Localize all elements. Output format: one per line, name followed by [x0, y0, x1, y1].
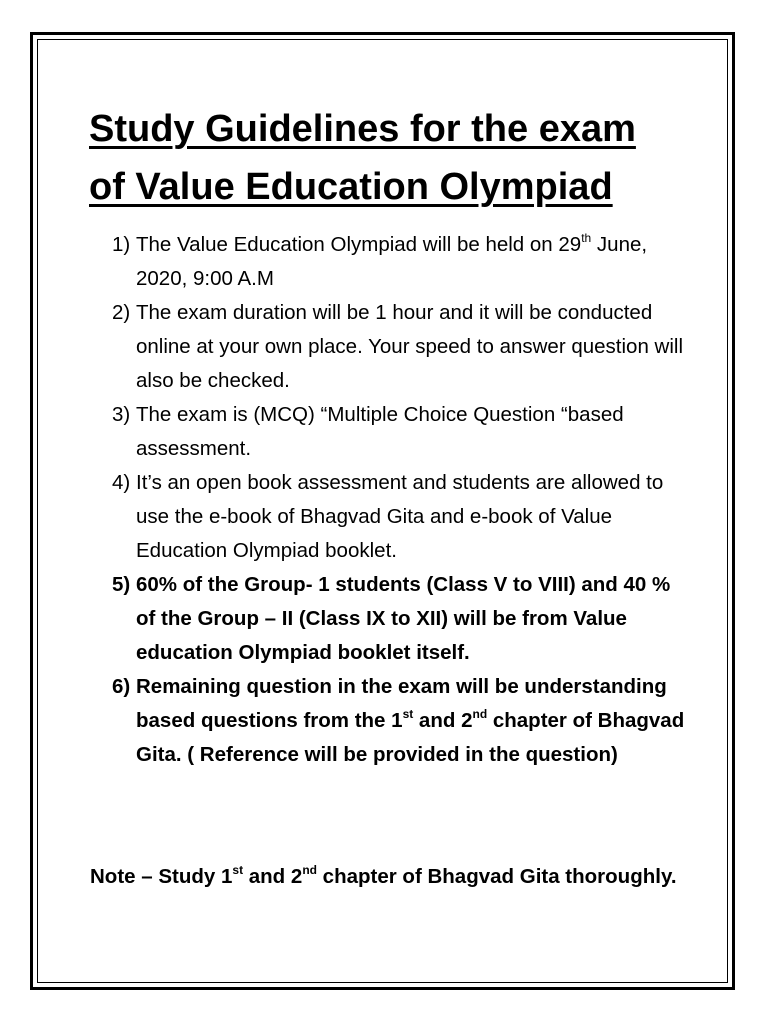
guidelines-list — [112, 228, 692, 772]
item-number: 2) — [112, 301, 131, 324]
title-line-2: of Value Education Olympiad — [89, 166, 613, 208]
study-note: Note – Study 1st and 2nd chapter of Bhagvad Gita thoroughly. — [90, 863, 677, 888]
item-text: Remaining question in the exam will be understanding based questions from the 1st and 2nd chapter of Bhagvad Gita. ( Reference will be provided in the question) — [136, 675, 685, 766]
item-number: 6) — [112, 675, 131, 698]
guideline-item-3 — [112, 398, 692, 466]
guideline-item-4 — [112, 466, 692, 568]
guideline-item-6 — [112, 670, 692, 772]
guideline-item-2 — [112, 296, 692, 398]
item-text: The exam duration will be 1 hour and it will be conducted online at your own place. Your speed to answer question will also be checked. — [136, 301, 684, 392]
item-number: 1) — [112, 233, 131, 256]
item-number: 3) — [112, 403, 131, 426]
item-number: 5) — [112, 573, 131, 596]
document-title — [89, 100, 689, 216]
item-text: It’s an open book assessment and students are allowed to use the e-book of Bhagvad Gita and e-book of Value Education Olympiad booklet. — [136, 471, 664, 562]
item-text: The Value Education Olympiad will be held on 29th June, 2020, 9:00 A.M — [136, 231, 648, 290]
item-number: 4) — [112, 471, 131, 494]
guideline-item-1 — [112, 228, 692, 296]
item-text: 60% of the Group- 1 students (Class V to VIII) and 40 % of the Group – II (Class IX to XII) will be from Value education Olympiad booklet itself. — [136, 573, 671, 664]
item-text: The exam is (MCQ) “Multiple Choice Question “based assessment. — [136, 403, 624, 460]
guideline-item-5 — [112, 568, 692, 670]
title-line-1: Study Guidelines for the exam — [89, 108, 636, 150]
